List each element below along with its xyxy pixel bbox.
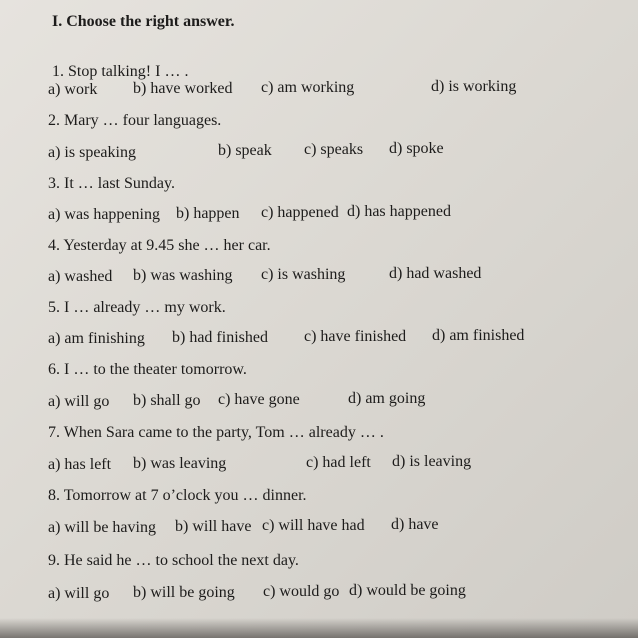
section-title: I. Choose the right answer. bbox=[52, 13, 235, 30]
q3-option-c: c) happened bbox=[261, 204, 339, 221]
q4-option-a: a) washed bbox=[48, 268, 113, 285]
q6-option-b: b) shall go bbox=[133, 392, 201, 409]
q6-option-d: d) am going bbox=[348, 390, 426, 407]
question-4: 4. Yesterday at 9.45 she … her car. bbox=[48, 237, 271, 254]
q7-option-b: b) was leaving bbox=[133, 455, 227, 472]
q5-option-a: a) am finishing bbox=[48, 330, 145, 347]
question-9: 9. He said he … to school the next day. bbox=[48, 552, 299, 569]
q3-option-d: d) has happened bbox=[347, 203, 451, 220]
q3-option-b: b) happen bbox=[176, 205, 240, 222]
q3-option-a: a) was happening bbox=[48, 206, 160, 223]
q4-option-c: c) is washing bbox=[261, 266, 346, 283]
q8-option-b: b) will have bbox=[175, 518, 252, 535]
q5-option-d: d) am finished bbox=[432, 327, 525, 344]
q5-option-c: c) have finished bbox=[304, 328, 407, 345]
q8-option-c: c) will have had bbox=[262, 517, 365, 534]
q7-option-a: a) has left bbox=[48, 456, 112, 473]
q9-option-d: d) would be going bbox=[349, 582, 466, 599]
question-3: 3. It … last Sunday. bbox=[48, 175, 175, 192]
question-1: 1. Stop talking! I … . bbox=[52, 63, 189, 80]
q6-option-a: a) will go bbox=[48, 393, 110, 410]
q2-option-b: b) speak bbox=[218, 142, 272, 159]
q2-option-a: a) is speaking bbox=[48, 144, 136, 161]
q1-option-c: c) am working bbox=[261, 79, 355, 96]
q1-option-d: d) is working bbox=[431, 78, 517, 95]
q4-option-b: b) was washing bbox=[133, 267, 233, 284]
q8-option-a: a) will be having bbox=[48, 519, 156, 536]
q9-option-a: a) will go bbox=[48, 585, 110, 602]
q6-option-c: c) have gone bbox=[218, 391, 300, 408]
question-6: 6. I … to the theater tomorrow. bbox=[48, 361, 247, 378]
q1-option-b: b) have worked bbox=[133, 80, 233, 97]
question-5: 5. I … already … my work. bbox=[48, 299, 226, 316]
q8-option-d: d) have bbox=[391, 516, 439, 533]
q4-option-d: d) had washed bbox=[389, 265, 482, 282]
q5-option-b: b) had finished bbox=[172, 329, 268, 346]
question-8: 8. Tomorrow at 7 o’clock you … dinner. bbox=[48, 487, 307, 504]
question-7: 7. When Sara came to the party, Tom … already … . bbox=[48, 424, 384, 441]
page-bottom-shadow bbox=[0, 618, 638, 638]
q9-option-b: b) will be going bbox=[133, 584, 235, 601]
q1-option-a: a) work bbox=[48, 81, 98, 98]
q7-option-d: d) is leaving bbox=[392, 453, 472, 470]
q2-option-d: d) spoke bbox=[389, 140, 444, 157]
q9-option-c: c) would go bbox=[263, 583, 340, 600]
q7-option-c: c) had left bbox=[306, 454, 371, 471]
q2-option-c: c) speaks bbox=[304, 141, 364, 158]
question-2: 2. Mary … four languages. bbox=[48, 112, 222, 129]
